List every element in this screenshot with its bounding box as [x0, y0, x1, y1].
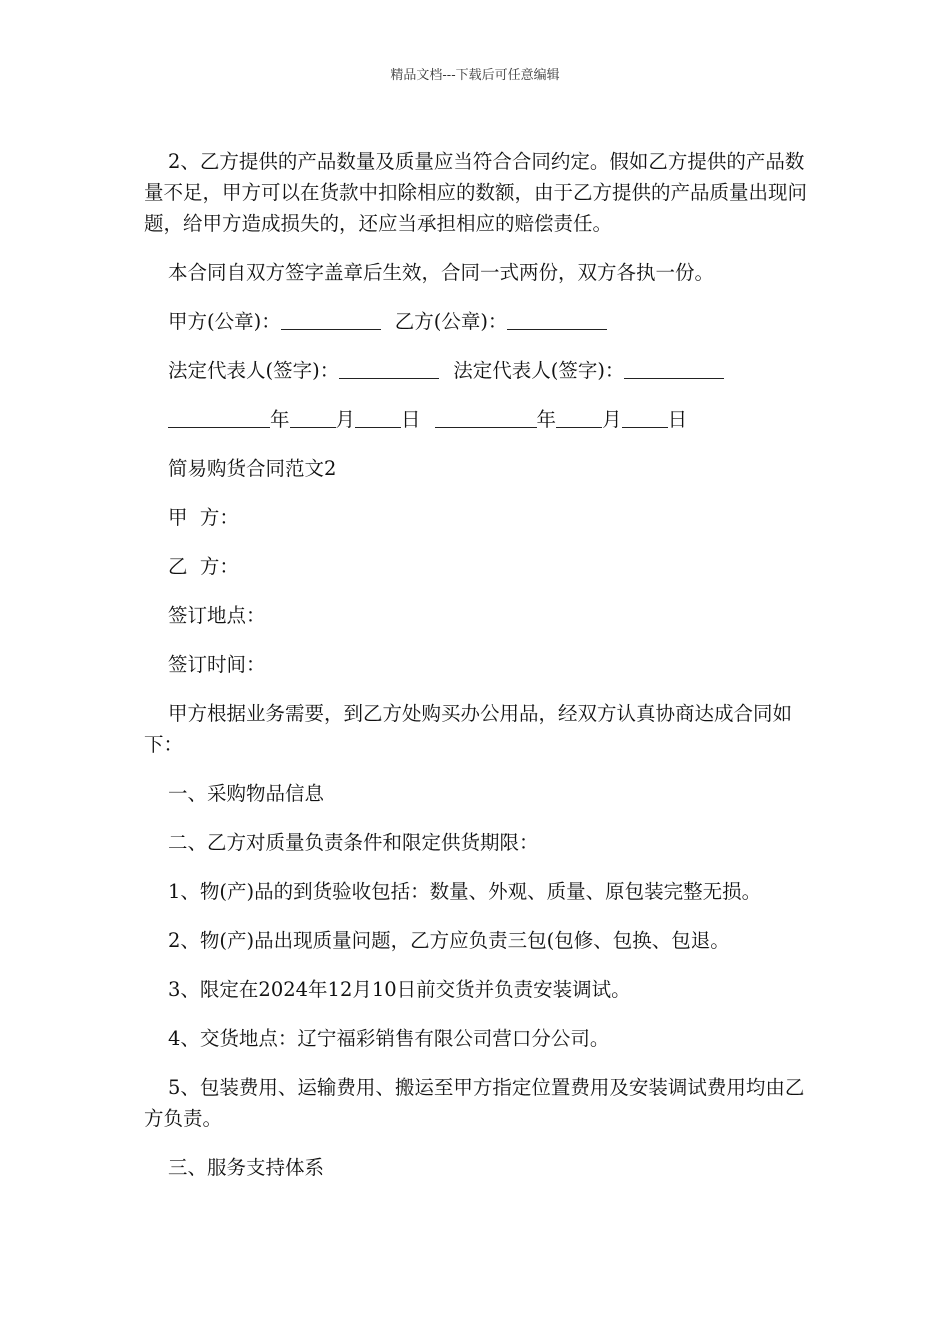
section-heading-2: 二、乙方对质量负责条件和限定供货期限：	[168, 831, 539, 854]
year-blank-a	[168, 407, 270, 428]
sign-time-field: 签订时间：	[168, 653, 266, 676]
party-b-seal-blank	[507, 309, 607, 330]
party-a-rep-blank	[339, 358, 439, 379]
year-blank-b	[435, 407, 537, 428]
document-body	[144, 146, 808, 1201]
month-blank-b	[556, 407, 602, 428]
list-item-delivery-place: 4、交货地点：辽宁福彩销售有限公司营口分公司。	[168, 1027, 610, 1050]
month-blank-a	[290, 407, 336, 428]
month-label-b: 月	[602, 408, 622, 431]
date-row	[144, 404, 808, 435]
party-a-rep-label: 法定代表人(签字)：	[168, 359, 340, 382]
day-blank-a	[355, 407, 401, 428]
party-b-rep-label: 法定代表人(签字)：	[453, 359, 625, 382]
day-blank-b	[622, 407, 668, 428]
party-b-rep-blank	[624, 358, 724, 379]
paragraph-liability: 2、乙方提供的产品数量及质量应当符合合同约定。假如乙方提供的产品数量不足，甲方可以在货款中扣除相应的数额，由于乙方提供的产品质量出现问题，给甲方造成损失的，还应当承担相应的赔偿责任。	[144, 150, 808, 235]
signature-row-representative	[144, 355, 808, 386]
list-item-deadline: 3、限定在2024年12月10日前交货并负责安装调试。	[168, 978, 631, 1001]
party-a-seal-blank	[281, 309, 381, 330]
list-item-acceptance: 1、物(产)品的到货验收包括：数量、外观、质量、原包装完整无损。	[168, 880, 762, 903]
day-label-b: 日	[667, 408, 688, 431]
paragraph-effectiveness: 本合同自双方签字盖章后生效，合同一式两份，双方各执一份。	[168, 261, 715, 284]
party-b-field: 乙 方：	[168, 555, 239, 578]
party-a-field: 甲 方：	[168, 506, 239, 529]
day-label-a: 日	[401, 408, 421, 431]
year-label-a: 年	[270, 408, 290, 431]
paragraph-intro: 甲方根据业务需要，到乙方处购买办公用品，经双方认真协商达成合同如下：	[144, 702, 793, 756]
month-label-a: 月	[335, 408, 356, 431]
page-header: 精品文档---下载后可任意编辑	[390, 68, 560, 83]
party-b-seal-label: 乙方(公章)：	[394, 310, 508, 333]
party-a-seal-label: 甲方(公章)：	[168, 310, 281, 333]
contract-title: 简易购货合同范文2	[168, 457, 337, 480]
section-heading-3: 三、服务支持体系	[168, 1156, 325, 1179]
list-item-warranty: 2、物(产)品出现质量问题，乙方应负责三包(包修、包换、包退。	[168, 929, 730, 952]
list-item-fees: 5、包装费用、运输费用、搬运至甲方指定位置费用及安装调试费用均由乙方负责。	[144, 1076, 805, 1130]
signature-row-seal	[144, 306, 808, 337]
year-label-b: 年	[536, 408, 557, 431]
sign-place-field: 签订地点：	[168, 604, 266, 627]
section-heading-1: 一、采购物品信息	[168, 782, 325, 805]
